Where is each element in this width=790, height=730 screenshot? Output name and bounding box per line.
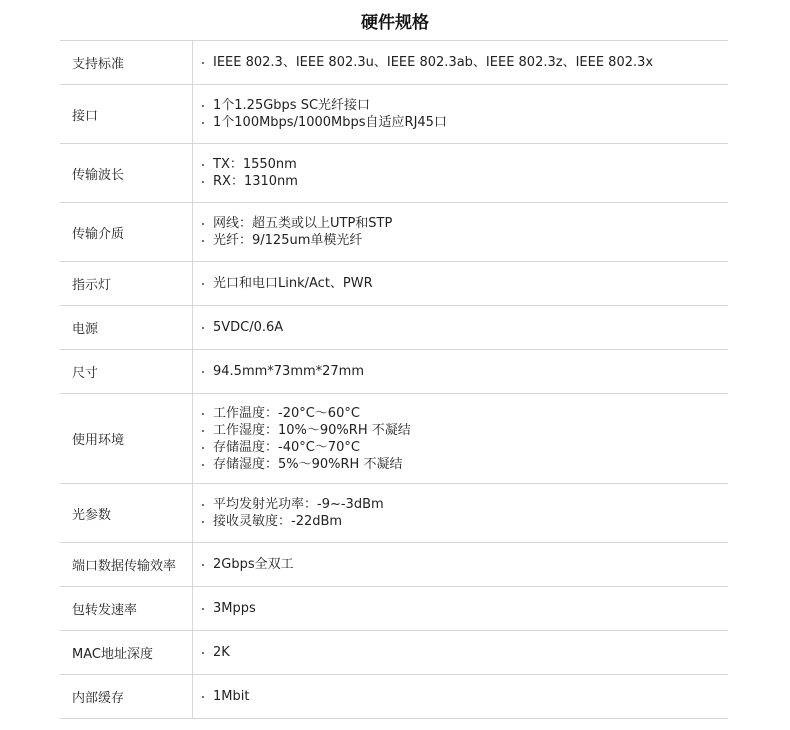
spec-value bbox=[201, 600, 728, 617]
spec-label: 支持标准 bbox=[60, 41, 193, 84]
bullet-icon bbox=[202, 371, 204, 373]
spec-value-text: 接收灵敏度：-22dBm bbox=[213, 514, 343, 529]
spec-values bbox=[193, 85, 728, 143]
bullet-icon bbox=[202, 413, 204, 415]
spec-values bbox=[193, 631, 728, 674]
spec-value bbox=[201, 422, 728, 439]
bullet-icon bbox=[202, 105, 204, 107]
spec-values bbox=[193, 350, 728, 393]
spec-value-text: 存储温度：-40°C～70°C bbox=[213, 439, 360, 455]
bullet-icon bbox=[202, 521, 204, 523]
spec-value-text: 网线：超五类或以上UTP和STP bbox=[213, 216, 393, 231]
spec-value bbox=[201, 688, 728, 705]
spec-value-text: 2K bbox=[213, 645, 230, 660]
spec-values bbox=[193, 675, 728, 718]
bullet-icon bbox=[202, 223, 204, 225]
spec-value bbox=[201, 513, 728, 530]
spec-values bbox=[193, 262, 728, 305]
spec-label: 传输波长 bbox=[60, 144, 193, 202]
spec-row bbox=[60, 203, 728, 262]
spec-label: 使用环境 bbox=[60, 394, 193, 483]
spec-label: 尺寸 bbox=[60, 350, 193, 393]
spec-table bbox=[60, 40, 728, 719]
spec-value-text: 光纤：9/125um单模光纤 bbox=[213, 233, 363, 248]
spec-value bbox=[201, 156, 728, 173]
spec-value bbox=[201, 556, 728, 573]
bullet-icon bbox=[202, 164, 204, 166]
spec-value-text: 5VDC/0.6A bbox=[213, 320, 284, 335]
spec-value bbox=[201, 319, 728, 336]
spec-value bbox=[201, 97, 728, 114]
spec-value bbox=[201, 405, 728, 422]
spec-values bbox=[193, 203, 728, 261]
spec-label: 端口数据传输效率 bbox=[60, 543, 193, 586]
spec-value-text: 2Gbps全双工 bbox=[213, 557, 294, 572]
spec-row bbox=[60, 144, 728, 203]
spec-values bbox=[193, 41, 728, 84]
spec-label: 光参数 bbox=[60, 484, 193, 542]
bullet-icon bbox=[202, 564, 204, 566]
spec-value bbox=[201, 173, 728, 190]
spec-label: 指示灯 bbox=[60, 262, 193, 305]
bullet-icon bbox=[202, 608, 204, 610]
spec-value-text: 存储湿度：5%～90%RH 不凝结 bbox=[213, 456, 403, 472]
bullet-icon bbox=[202, 327, 204, 329]
spec-row bbox=[60, 675, 728, 719]
page-title: 硬件规格 bbox=[361, 13, 429, 33]
spec-label: 电源 bbox=[60, 306, 193, 349]
spec-label: 接口 bbox=[60, 85, 193, 143]
spec-values bbox=[193, 144, 728, 202]
spec-value bbox=[201, 114, 728, 131]
spec-value-text: 94.5mm*73mm*27mm bbox=[213, 364, 365, 379]
spec-value bbox=[201, 363, 728, 380]
bullet-icon bbox=[202, 240, 204, 242]
spec-row bbox=[60, 587, 728, 631]
spec-row bbox=[60, 262, 728, 306]
spec-row bbox=[60, 350, 728, 394]
spec-label: 内部缓存 bbox=[60, 675, 193, 718]
spec-value bbox=[201, 456, 728, 473]
spec-row bbox=[60, 631, 728, 675]
bullet-icon bbox=[202, 62, 204, 64]
bullet-icon bbox=[202, 181, 204, 183]
spec-value-text: 平均发射光功率：-9~-3dBm bbox=[213, 497, 384, 512]
spec-value bbox=[201, 215, 728, 232]
spec-value bbox=[201, 275, 728, 292]
bullet-icon bbox=[202, 652, 204, 654]
spec-values bbox=[193, 484, 728, 542]
spec-row bbox=[60, 484, 728, 543]
spec-value-text: 1个100Mbps/1000Mbps自适应RJ45口 bbox=[213, 115, 447, 130]
spec-value bbox=[201, 496, 728, 513]
spec-value bbox=[201, 232, 728, 249]
spec-values bbox=[193, 394, 728, 483]
bullet-icon bbox=[202, 447, 204, 449]
spec-values bbox=[193, 587, 728, 630]
spec-values bbox=[193, 306, 728, 349]
spec-label: 包转发速率 bbox=[60, 587, 193, 630]
spec-value bbox=[201, 54, 728, 71]
spec-value bbox=[201, 439, 728, 456]
spec-row bbox=[60, 543, 728, 587]
spec-label: MAC地址深度 bbox=[60, 631, 193, 674]
bullet-icon bbox=[202, 696, 204, 698]
spec-value-text: TX：1550nm bbox=[213, 157, 297, 172]
spec-values bbox=[193, 543, 728, 586]
spec-label: 传输介质 bbox=[60, 203, 193, 261]
bullet-icon bbox=[202, 283, 204, 285]
bullet-icon bbox=[202, 464, 204, 466]
bullet-icon bbox=[202, 122, 204, 124]
spec-row bbox=[60, 41, 728, 85]
bullet-icon bbox=[202, 504, 204, 506]
spec-value-text: 3Mpps bbox=[213, 601, 256, 616]
spec-value-text: IEEE 802.3、IEEE 802.3u、IEEE 802.3ab、IEEE 802.3z、IEEE 802.3x bbox=[213, 55, 654, 70]
spec-value bbox=[201, 644, 728, 661]
spec-row bbox=[60, 85, 728, 144]
spec-row bbox=[60, 394, 728, 484]
bullet-icon bbox=[202, 430, 204, 432]
spec-value-text: 1个1.25Gbps SC光纤接口 bbox=[213, 98, 371, 113]
spec-value-text: 1Mbit bbox=[213, 689, 250, 704]
spec-value-text: 工作湿度：10%～90%RH 不凝结 bbox=[213, 422, 411, 438]
spec-value-text: RX：1310nm bbox=[213, 174, 298, 189]
spec-value-text: 工作温度：-20°C～60°C bbox=[213, 405, 360, 421]
spec-row bbox=[60, 306, 728, 350]
spec-value-text: 光口和电口Link/Act、PWR bbox=[213, 276, 373, 291]
